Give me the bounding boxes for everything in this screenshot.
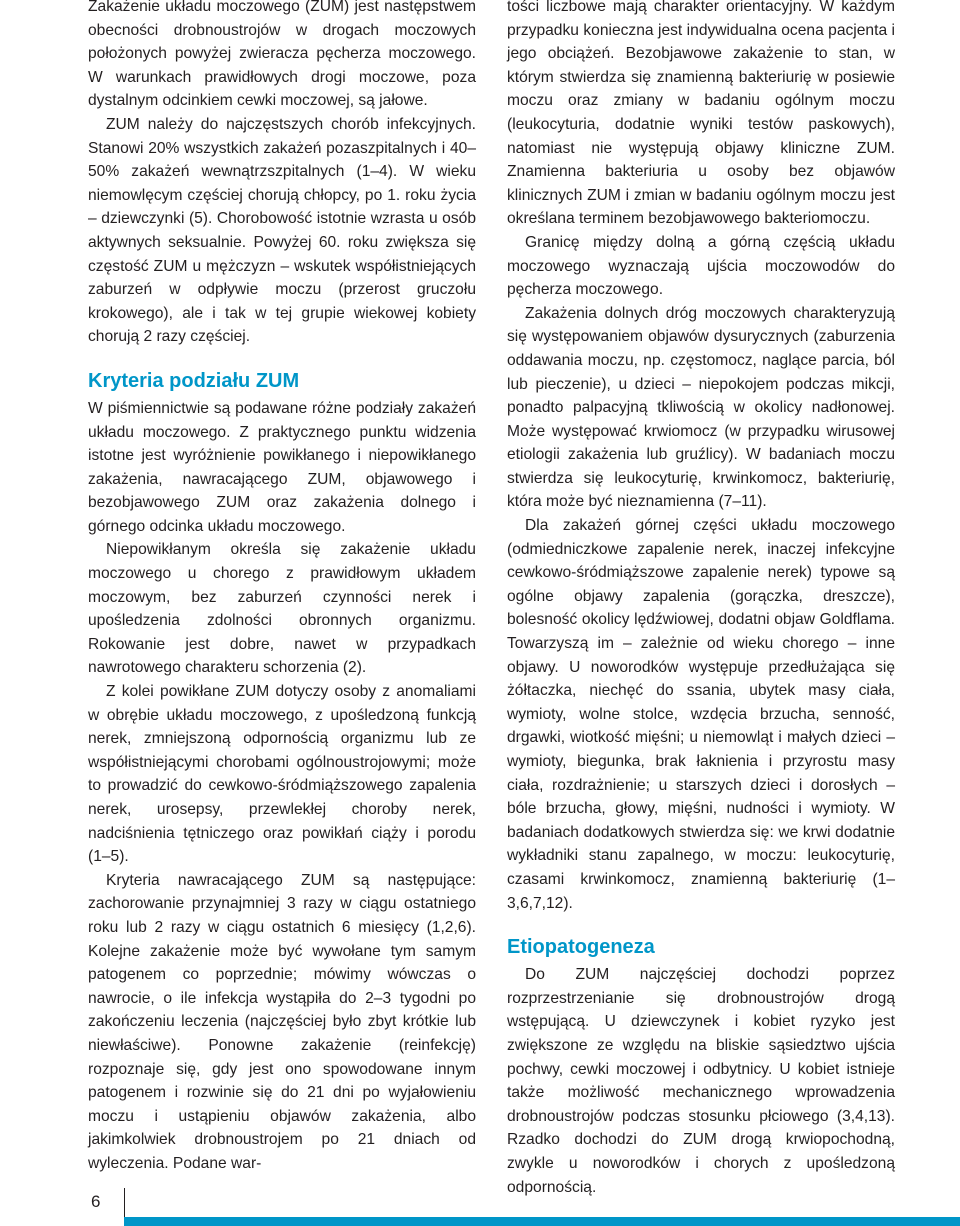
paragraph: Niepowikłanym określa się zakażenie układu moczowego u chorego z prawidłowym układem moczowym, bez zaburzeń czynności nerek i upośledzenia zdolności obronnych organizmu. Rokowanie jest dobre, nawet w przypadkach nawrotowego charakteru schorzenia (2). (88, 541, 476, 677)
footer-divider (124, 1188, 125, 1218)
paragraph: Kryteria nawracającego ZUM są następujące: zachorowanie przynajmniej 3 razy w ciągu ostatniego roku lub 2 razy w ciągu ostatnich 6 miesięcy (1,2,6). Kolejne zakażenie może być wywołane tym samym patogenem co poprzednie; mówimy wówczas o nawrocie, o ile infekcja wystąpiła do 2–3 tygodni po zakończeniu leczenia (najczęściej było zbyt krótkie lub niewłaściwe). Ponowne zakażenie (reinfekcję) rozpoznaje się, gdy jest ono spowodowane innym patogenem i rozwinie się do 21 dni po wyjałowieniu moczu i ustąpieniu objawów zakażenia, albo jakimkolwiek drobnoustrojem po 21 dniach od wyleczenia. Podane war- (88, 871, 476, 1172)
right-column (507, 0, 895, 1199)
paragraph: tości liczbowe mają charakter orientacyjny. W każdym przypadku konieczna jest indywidualna ocena pacjenta i jego obciążeń. Bezobjawowe zakażenie to stan, w którym stwierdza się znamienną bakteriurię w posiewie moczu oraz zmiany w badaniu ogólnym moczu (leukocyturia, dodatnie wyniki testów paskowych), natomiast nie występują objawy kliniczne ZUM. Znamienna bakteriuria u osoby bez objawów klinicznych ZUM i zmian w badaniu ogólnym moczu jest określana terminem bezobjawowego bakteriomoczu. (507, 0, 895, 228)
paragraph: Granicę między dolną a górną częścią układu moczowego wyznaczają ujścia moczowodów do pęcherza moczowego. (507, 233, 895, 299)
left-column (88, 0, 476, 1176)
footer-accent-bar (124, 1217, 960, 1226)
section-heading-etiopatogeneza: Etiopatogeneza (507, 936, 655, 959)
paragraph: W piśmiennictwie są podawane różne podziały zakażeń układu moczowego. Z praktycznego punktu widzenia istotne jest wyróżnienie powikłanego i niepowikłanego zakażenia, nawracającego ZUM, objawowego i bezobjawowego ZUM oraz zakażenia dolnego i górnego odcinka układu moczowego. (88, 399, 476, 535)
paragraph: Zakażenia dolnych dróg moczowych charakteryzują się występowaniem objawów dysurycznych (zaburzenia oddawania moczu, np. częstomocz, naglące parcia, ból lub pieczenie), u dzieci – niepokojem podczas mikcji, ponadto palpacyjną tkliwością w okolicy nadłonowej. Może występować krwiomocz (w przypadku wirusowej etiologii zakażenia lub gruźlicy). W badaniach moczu stwierdza się leukocyturię, krwinkomocz, bakteriurię, która może być nieznamienna (7–11). (507, 304, 895, 511)
paragraph: Dla zakażeń górnej części układu moczowego (odmiedniczkowe zapalenie nerek, inaczej infekcyjne cewkowo-śródmiąższowe zapalenie nerek) typowe są ogólne objawy zapalenia (gorączka, dreszcze), bolesność okolicy lędźwiowej, dodatni objaw Goldflama. Towarzyszą im – zależnie od wieku chorego – inne objawy. U noworodków występuje przedłużająca się żółtaczka, niechęć do ssania, ubytek masy ciała, wymioty, wolne stolce, wzdęcia brzucha, senność, drgawki, wiotkość mięśni; u niemowląt i małych dzieci – wymioty, biegunka, brak łaknienia i przyrostu masy ciała, rozdrażnienie; u starszych dzieci i dorosłych – bóle brzucha, głowy, mięśni, nudności i wymioty. W badaniach dodatkowych stwierdza się: we krwi dodatnie wykładniki stanu zapalnego, w moczu: leukocyturię, czasami krwinkomocz, znamienną bakteriurię (1–3,6,7,12). (507, 517, 895, 912)
paragraph: ZUM należy do najczęstszych chorób infekcyjnych. Stanowi 20% wszystkich zakażeń pozaszpitalnych i 40–50% zakażeń wewnątrzszpitalnych (1–4). W wieku niemowlęcym częściej chorują chłopcy, po 1. roku życia – dziewczynki (5). Chorobowość istotnie wzrasta u osób aktywnych seksualnie. Powyżej 60. roku zwiększa się częstość ZUM u mężczyzn – wskutek współistniejących zaburzeń w odpływie moczu (przerost gruczołu krokowego), ale i tak w tej grupie wiekowej kobiety chorują 2 razy częściej. (88, 115, 476, 346)
page-number: 6 (91, 1192, 101, 1211)
paragraph: Zakażenie układu moczowego (ZUM) jest następstwem obecności drobnoustrojów w drogach moczowych położonych powyżej zwieracza pęcherza moczowego. W warunkach prawidłowych drogi moczowe, poza dystalnym odcinkiem cewki moczowej, są jałowe. (88, 0, 476, 110)
paragraph: Do ZUM najczęściej dochodzi poprzez rozprzestrzenianie się drobnoustrojów drogą wstępującą. U dziewczynek i kobiet ryzyko jest zwiększone ze względu na bliskie sąsiedztwo ujścia pochwy, cewki moczowej i odbytnicy. U kobiet istnieje także możliwość mechanicznego wprowadzenia drobnoustrojów podczas stosunku płciowego (3,4,13). Rzadko dochodzi do ZUM drogą krwiopochodną, zwykle u noworodków i chorych z upośledzoną odpornością. (507, 966, 895, 1196)
paragraph: Z kolei powikłane ZUM dotyczy osoby z anomaliami w obrębie układu moczowego, z upośledzoną funkcją nerek, zmniejszoną odpornością organizmu lub ze współistniejącymi chorobami ogólnoustrojowymi; może to prowadzić do cewkowo-śródmiąższowego zapalenia nerek, urosepsy, przewlekłej choroby nerek, nadciśnienia tętniczego oraz powikłań ciąży i porodu (1–5). (88, 683, 476, 866)
section-heading-kryteria: Kryteria podziału ZUM (88, 369, 300, 392)
